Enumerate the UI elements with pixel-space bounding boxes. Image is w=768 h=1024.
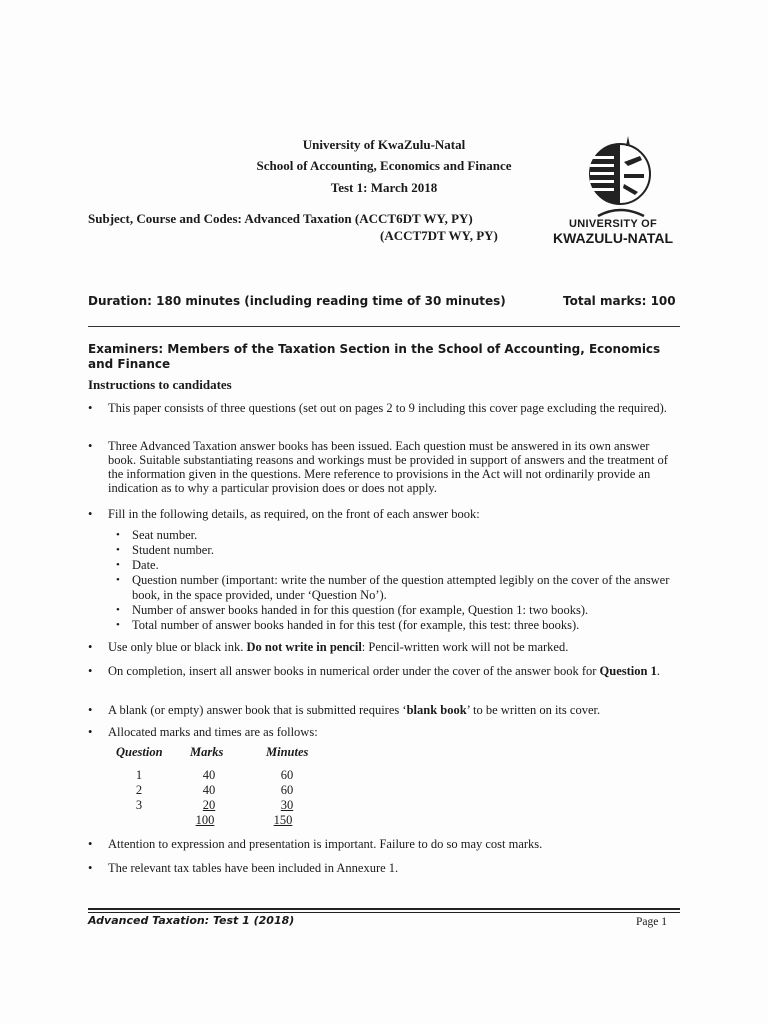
table-cell: 60 — [280, 768, 294, 782]
logo-text-university-of: UNIVERSITY OF — [568, 218, 658, 230]
sub-bullet-text: Total number of answer books handed in for this test (for example, this test: three books). — [132, 618, 580, 632]
col-header-marks: Marks — [190, 745, 224, 759]
bullet-dot: • — [88, 507, 93, 521]
instructions-heading: Instructions to candidates — [88, 377, 232, 392]
bullet-dot: • — [88, 401, 93, 415]
sub-bullet-text: Number of answer books handed in for this question (for example, Question 1: two books). — [132, 603, 589, 617]
test-title: Test 1: March 2018 — [330, 180, 438, 195]
bullet-dot: • — [116, 604, 120, 616]
col-header-question: Question — [116, 745, 163, 759]
table-cell: 20 — [202, 798, 216, 812]
bullet-dot: • — [116, 529, 120, 541]
bullet-dot: • — [116, 544, 120, 556]
footer-title: Advanced Taxation: Test 1 (2018) — [88, 914, 295, 927]
total-marks: Total marks: 100 — [563, 294, 676, 308]
instruction-text: This paper consists of three questions (set out on pages 2 to 9 including this cover page excluding the required). — [108, 401, 667, 415]
page-number: Page 1 — [636, 916, 667, 928]
instruction-text: The relevant tax tables have been included in Annexure 1. — [108, 861, 399, 875]
table-cell: 60 — [280, 783, 294, 797]
sub-bullet-text: Date. — [132, 558, 159, 572]
table-cell: 3 — [135, 798, 143, 812]
instruction-text: Allocated marks and times are as follows: — [108, 725, 318, 739]
bullet-dot: • — [88, 664, 93, 678]
subject-codes-2: (ACCT7DT WY, PY) — [380, 228, 498, 243]
examiners: Examiners: Members of the Taxation Section in the School of Accounting, Economics and Finance — [88, 342, 661, 371]
subject-codes: Subject, Course and Codes: Advanced Taxation (ACCT6DT WY, PY) — [88, 211, 473, 226]
bullet-dot: • — [88, 640, 93, 654]
table-total: 150 — [273, 813, 293, 827]
sub-bullet-text: Question number (important: write the number of the question attempted legibly on the cover of the answer book, in the space provided, under ‘Question No’). — [132, 573, 670, 602]
table-cell: 2 — [135, 783, 143, 797]
bullet-dot: • — [116, 574, 120, 586]
table-total: 100 — [195, 813, 215, 827]
footer-rule — [88, 908, 680, 910]
duration: Duration: 180 minutes (including reading time of 30 minutes) — [88, 294, 506, 308]
logo-text-kwazulu-natal: KWAZULU-NATAL — [552, 230, 673, 246]
table-cell: 30 — [280, 798, 294, 812]
sub-bullet-text: Seat number. — [132, 528, 198, 542]
bullet-dot: • — [88, 439, 93, 453]
bullet-dot: • — [88, 861, 93, 875]
university-name: University of KwaZulu-Natal — [302, 137, 466, 152]
table-cell: 40 — [202, 768, 216, 782]
bullet-dot: • — [88, 703, 93, 717]
table-cell: 40 — [202, 783, 216, 797]
footer-rule — [88, 912, 680, 913]
instruction-text: Three Advanced Taxation answer books has been issued. Each question must be answered in its own answer book. Suitable substantiating reasons and workings must be provided in support of answers and the treatment of the information given in the questions. Mere reference to provisions in the Act will not ordinarily provide an indication as to why a particular provision does or does not apply. — [108, 439, 668, 495]
divider — [88, 326, 680, 327]
sub-bullet-text: Student number. — [132, 543, 214, 557]
bullet-dot: • — [116, 559, 120, 571]
instruction-text: On completion, insert all answer books in numerical order under the cover of the answer book for Question 1. — [108, 664, 660, 678]
col-header-minutes: Minutes — [266, 745, 309, 759]
school-name: School of Accounting, Economics and Finance — [256, 158, 512, 173]
bullet-dot: • — [116, 619, 120, 631]
bullet-dot: • — [88, 725, 93, 739]
table-cell: 1 — [135, 768, 143, 782]
instruction-text: Fill in the following details, as required, on the front of each answer book: — [108, 507, 480, 521]
bullet-dot: • — [88, 837, 93, 851]
instruction-text: Use only blue or black ink. Do not write in pencil: Pencil-written work will not be marked. — [108, 640, 569, 654]
instruction-text: Attention to expression and presentation is important. Failure to do so may cost marks. — [108, 837, 543, 851]
instruction-text: A blank (or empty) answer book that is submitted requires ‘blank book’ to be written on its cover. — [108, 703, 601, 717]
